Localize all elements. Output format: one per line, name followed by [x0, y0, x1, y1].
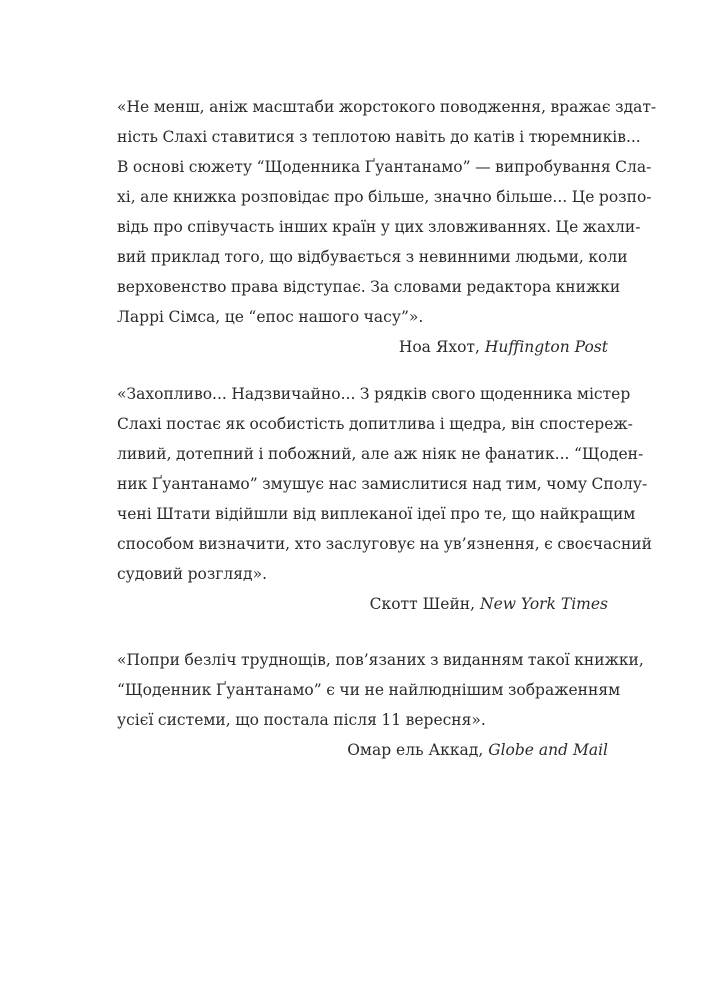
- quote-line: Ларрі Сімса, це “епос нашого часу”».: [117, 308, 424, 326]
- quote-line: ливий, дотепний і побожний, але аж ніяк не фанатик... “Щоден-: [117, 445, 644, 463]
- quote-line: ник Ґуантанамо” змушує нас замислитися над тим, чому Сполу-: [117, 475, 648, 493]
- quote-line: способом визначити, хто заслуговує на ув’язнення, є своєчасний: [117, 535, 652, 553]
- quote-line: вий приклад того, що відбувається з невинними людьми, коли: [117, 248, 628, 266]
- quote-text: [117, 92, 657, 332]
- attribution-author: Скотт Шейн,: [369, 595, 480, 613]
- attribution-source: Globe and Mail: [488, 741, 608, 759]
- quote-line: «Не менш, аніж масштаби жорстокого поводження, вражає здат-: [117, 98, 657, 116]
- quote-line: чені Штати відійшли від виплеканої ідеї про те, що найкращим: [117, 505, 636, 523]
- attribution-author: Омар ель Аккад,: [347, 741, 489, 759]
- attribution-source: New York Times: [480, 595, 608, 613]
- quote-line: В основі сюжету “Щоденника Ґуантанамо” — випробування Сла-: [117, 158, 652, 176]
- quote-line: відь про співучасть інших країн у цих зловживаннях. Це жахли-: [117, 218, 641, 236]
- quote-line: Слахі постає як особистість допитлива і щедра, він спостереж-: [117, 415, 633, 433]
- quote-text: [117, 645, 644, 735]
- quote-line: “Щоденник Ґуантанамо” є чи не найлюднішим зображенням: [117, 681, 621, 699]
- quote-line: «Захопливо... Надзвичайно... З рядків свого щоденника містер: [117, 385, 631, 403]
- quote-line: «Попри безліч труднощів, пов’язаних з виданням такої книжки,: [117, 651, 644, 669]
- quote-line: верховенство права відступає. За словами редактора книжки: [117, 278, 621, 296]
- quote-attribution: [117, 735, 608, 765]
- review-quote: [117, 379, 652, 619]
- attribution-source: Huffington Post: [484, 338, 608, 356]
- quote-line: хі, але книжка розповідає про більше, значно більше... Це розпо-: [117, 188, 652, 206]
- quote-line: ність Слахі ставитися з теплотою навіть до катів і тюремників...: [117, 128, 641, 146]
- quote-text: [117, 379, 652, 589]
- attribution-author: Ноа Яхот,: [398, 338, 485, 356]
- quote-line: усієї системи, що постала після 11 вересня».: [117, 711, 486, 729]
- review-quote: [117, 645, 644, 765]
- quote-attribution: [117, 589, 608, 619]
- review-quote: [117, 92, 657, 362]
- quote-attribution: [117, 332, 608, 362]
- quote-line: судовий розгляд».: [117, 565, 267, 583]
